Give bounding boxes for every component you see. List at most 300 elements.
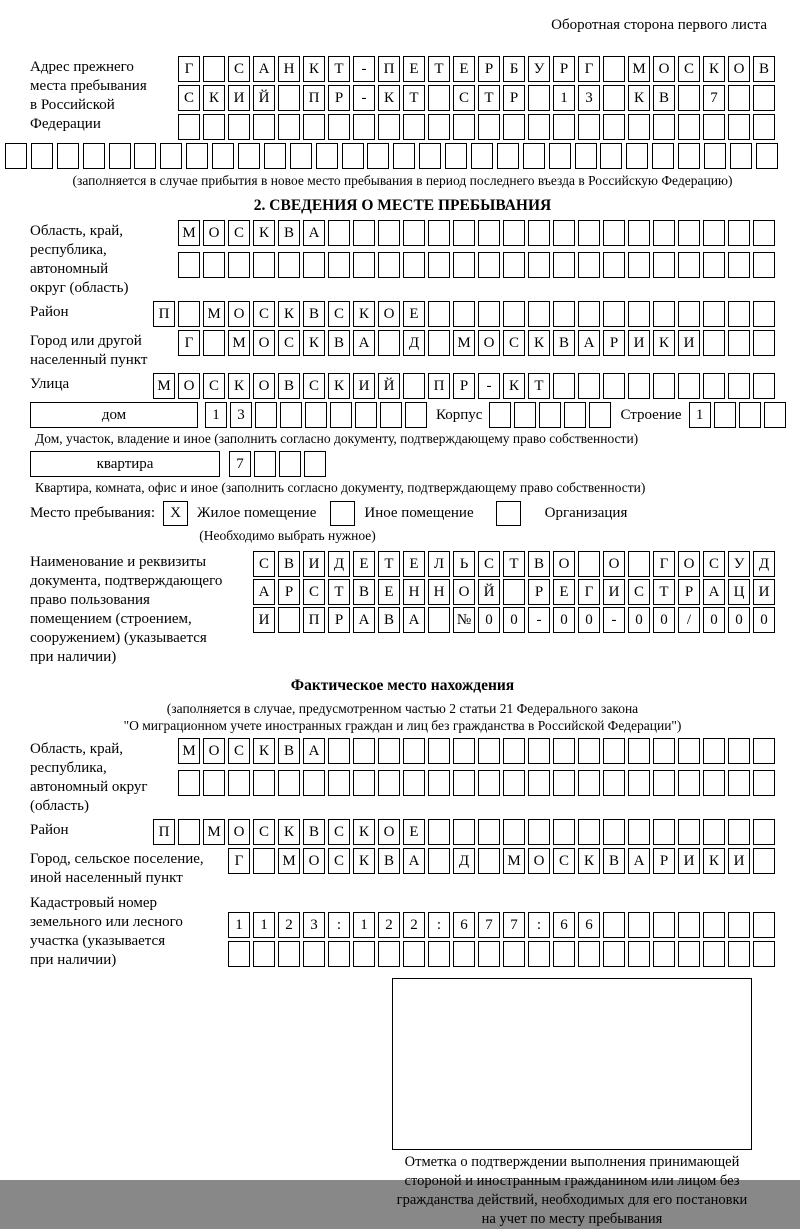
char-cell: Г xyxy=(653,551,675,577)
char-cell xyxy=(603,912,625,938)
char-cell xyxy=(5,143,27,169)
house-number-cells xyxy=(205,402,427,428)
apartment-type-box xyxy=(30,451,220,477)
char-cell: К xyxy=(528,330,550,356)
prev-address-row-4 xyxy=(5,143,778,169)
document-row-1 xyxy=(253,551,775,577)
char-cell xyxy=(553,941,575,967)
char-cell xyxy=(253,848,275,874)
char-cell: Т xyxy=(328,579,350,605)
char-cell xyxy=(278,114,300,140)
char-cell: С xyxy=(553,848,575,874)
street-label: Улица xyxy=(30,376,70,392)
char-cell: К xyxy=(203,85,225,111)
char-cell xyxy=(578,114,600,140)
char-cell: Т xyxy=(478,85,500,111)
label-line: Область, край, xyxy=(30,223,124,239)
char-cell xyxy=(653,373,675,399)
street-field xyxy=(30,373,775,399)
char-cell xyxy=(428,738,450,764)
char-cell xyxy=(403,738,425,764)
char-cell: Р xyxy=(553,56,575,82)
char-cell xyxy=(403,770,425,796)
char-cell: Т xyxy=(503,551,525,577)
char-cell xyxy=(342,143,364,169)
actual-location-title: Фактическое место нахождения xyxy=(290,677,515,694)
region-row-2 xyxy=(178,252,775,278)
char-cell xyxy=(628,114,650,140)
char-cell xyxy=(678,220,700,246)
actual-region-field xyxy=(30,738,775,816)
label-line: гражданства действий, необходимых для его постановки xyxy=(396,1192,748,1208)
char-cell: Н xyxy=(428,579,450,605)
char-cell: Б xyxy=(503,56,525,82)
confirmation-mark-box xyxy=(392,978,752,1150)
char-cell: Е xyxy=(553,579,575,605)
char-cell xyxy=(528,252,550,278)
char-cell xyxy=(728,912,750,938)
char-cell xyxy=(503,738,525,764)
char-cell xyxy=(528,941,550,967)
char-cell xyxy=(280,402,302,428)
char-cell xyxy=(703,770,725,796)
stay-option-other-checkbox xyxy=(330,501,355,526)
char-cell: С xyxy=(228,738,250,764)
char-cell: С xyxy=(703,551,725,577)
char-cell xyxy=(478,252,500,278)
char-cell xyxy=(134,143,156,169)
char-cell: Г xyxy=(178,330,200,356)
char-cell xyxy=(186,143,208,169)
char-cell xyxy=(728,301,750,327)
label-line: Кадастровый номер xyxy=(30,895,157,911)
char-cell: 7 xyxy=(703,85,725,111)
char-cell: С xyxy=(328,301,350,327)
char-cell: В xyxy=(303,301,325,327)
actual-city-row xyxy=(228,848,775,874)
char-cell: С xyxy=(628,579,650,605)
char-cell: К xyxy=(353,301,375,327)
char-cell: Д xyxy=(328,551,350,577)
prev-address-rows xyxy=(178,56,775,140)
apartment-cells xyxy=(229,451,326,477)
char-cell xyxy=(303,114,325,140)
char-cell: 0 xyxy=(553,607,575,633)
char-cell: Т xyxy=(403,85,425,111)
char-cell: Ь xyxy=(453,551,475,577)
char-cell xyxy=(753,114,775,140)
char-cell: Т xyxy=(378,551,400,577)
char-cell xyxy=(653,114,675,140)
char-cell: В xyxy=(278,220,300,246)
char-cell xyxy=(603,738,625,764)
char-cell xyxy=(652,143,674,169)
char-cell: В xyxy=(753,56,775,82)
char-cell: Р xyxy=(278,579,300,605)
char-cell xyxy=(303,941,325,967)
char-cell: - xyxy=(478,373,500,399)
char-cell: А xyxy=(403,607,425,633)
apartment-note: Квартира, комната, офис и иное (заполнить согласно документу, подтверждающему право собственности) xyxy=(35,480,646,495)
char-cell xyxy=(253,252,275,278)
stroenie-cells xyxy=(689,402,786,428)
label-line: иной населенный пункт xyxy=(30,870,183,886)
char-cell xyxy=(678,819,700,845)
char-cell: К xyxy=(578,848,600,874)
char-cell: - xyxy=(353,56,375,82)
char-cell xyxy=(203,114,225,140)
char-cell xyxy=(378,738,400,764)
char-cell xyxy=(528,220,550,246)
prev-address-row-2 xyxy=(178,85,775,111)
actual-city-label xyxy=(30,848,204,888)
char-cell: М xyxy=(203,301,225,327)
char-cell: О xyxy=(653,56,675,82)
char-cell: М xyxy=(278,848,300,874)
char-cell xyxy=(703,252,725,278)
char-cell xyxy=(238,143,260,169)
char-cell: И xyxy=(678,330,700,356)
char-cell: К xyxy=(353,848,375,874)
char-cell xyxy=(453,941,475,967)
char-cell: А xyxy=(403,848,425,874)
char-cell: В xyxy=(603,848,625,874)
char-cell xyxy=(253,941,275,967)
actual-district-row xyxy=(153,819,775,845)
confirmation-area xyxy=(377,978,767,1229)
char-cell: О xyxy=(253,373,275,399)
cadastral-label xyxy=(30,892,183,970)
char-cell xyxy=(730,143,752,169)
char-cell: Е xyxy=(403,56,425,82)
char-cell xyxy=(753,220,775,246)
char-cell: К xyxy=(653,330,675,356)
char-cell xyxy=(739,402,761,428)
char-cell xyxy=(703,220,725,246)
char-cell: М xyxy=(228,330,250,356)
char-cell: О xyxy=(603,551,625,577)
apartment-row xyxy=(30,451,797,477)
char-cell xyxy=(728,770,750,796)
char-cell: Р xyxy=(603,330,625,356)
char-cell xyxy=(428,85,450,111)
char-cell xyxy=(278,770,300,796)
char-cell xyxy=(678,738,700,764)
char-cell: 1 xyxy=(553,85,575,111)
char-cell: 0 xyxy=(578,607,600,633)
char-cell: В xyxy=(553,330,575,356)
char-cell: Г xyxy=(228,848,250,874)
cadastral-row-2 xyxy=(228,941,775,967)
char-cell xyxy=(428,220,450,246)
char-cell: А xyxy=(353,330,375,356)
house-row xyxy=(30,402,797,428)
char-cell: А xyxy=(253,56,275,82)
region-field xyxy=(30,220,775,298)
label-line: документа, подтверждающего xyxy=(30,573,223,589)
char-cell xyxy=(109,143,131,169)
char-cell: С xyxy=(178,85,200,111)
char-cell: В xyxy=(278,738,300,764)
document-field xyxy=(30,551,775,667)
char-cell: № xyxy=(453,607,475,633)
label-line: в Российской xyxy=(30,97,115,113)
char-cell xyxy=(278,941,300,967)
char-cell xyxy=(403,373,425,399)
char-cell: М xyxy=(628,56,650,82)
char-cell: Т xyxy=(328,56,350,82)
char-cell xyxy=(353,941,375,967)
char-cell: М xyxy=(203,819,225,845)
char-cell: 7 xyxy=(229,451,251,477)
char-cell xyxy=(428,819,450,845)
char-cell xyxy=(603,114,625,140)
char-cell: - xyxy=(603,607,625,633)
char-cell: / xyxy=(678,607,700,633)
char-cell xyxy=(478,114,500,140)
char-cell: И xyxy=(228,85,250,111)
house-type-label: дом xyxy=(101,406,127,423)
char-cell: Р xyxy=(653,848,675,874)
char-cell xyxy=(553,819,575,845)
char-cell: К xyxy=(278,819,300,845)
char-cell: Д xyxy=(453,848,475,874)
char-cell xyxy=(353,220,375,246)
char-cell xyxy=(428,252,450,278)
char-cell: С xyxy=(453,85,475,111)
char-cell: С xyxy=(328,848,350,874)
char-cell xyxy=(753,252,775,278)
char-cell xyxy=(628,819,650,845)
char-cell: 1 xyxy=(253,912,275,938)
char-cell xyxy=(403,941,425,967)
char-cell xyxy=(303,770,325,796)
char-cell: 1 xyxy=(689,402,711,428)
char-cell: 3 xyxy=(230,402,252,428)
char-cell: С xyxy=(228,220,250,246)
char-cell: Ц xyxy=(728,579,750,605)
char-cell xyxy=(528,114,550,140)
char-cell: К xyxy=(303,330,325,356)
label-line: республика, xyxy=(30,242,107,258)
char-cell: Т xyxy=(653,579,675,605)
actual-district-field xyxy=(30,819,775,845)
char-cell xyxy=(628,220,650,246)
char-cell: С xyxy=(228,56,250,82)
char-cell: М xyxy=(453,330,475,356)
char-cell xyxy=(578,301,600,327)
char-cell: В xyxy=(378,848,400,874)
char-cell xyxy=(378,330,400,356)
char-cell xyxy=(753,738,775,764)
char-cell: 0 xyxy=(503,607,525,633)
char-cell: У xyxy=(728,551,750,577)
char-cell: 7 xyxy=(503,912,525,938)
district-field xyxy=(30,301,775,327)
char-cell xyxy=(653,770,675,796)
char-cell: П xyxy=(153,301,175,327)
confirmation-mark-note xyxy=(377,1153,767,1229)
char-cell xyxy=(203,252,225,278)
char-cell xyxy=(228,770,250,796)
char-cell xyxy=(653,941,675,967)
char-cell: С xyxy=(203,373,225,399)
char-cell xyxy=(703,373,725,399)
city-row xyxy=(178,330,775,356)
char-cell xyxy=(478,819,500,845)
stay-option-organization-label: Организация xyxy=(544,505,628,521)
char-cell xyxy=(489,402,511,428)
char-cell: М xyxy=(153,373,175,399)
char-cell xyxy=(753,941,775,967)
char-cell xyxy=(178,819,200,845)
char-cell: 1 xyxy=(228,912,250,938)
char-cell xyxy=(678,770,700,796)
char-cell xyxy=(603,819,625,845)
char-cell xyxy=(704,143,726,169)
char-cell xyxy=(678,114,700,140)
char-cell xyxy=(303,252,325,278)
char-cell xyxy=(503,220,525,246)
char-cell xyxy=(703,301,725,327)
char-cell xyxy=(403,114,425,140)
char-cell: 0 xyxy=(703,607,725,633)
char-cell xyxy=(753,330,775,356)
char-cell xyxy=(353,770,375,796)
char-cell xyxy=(703,114,725,140)
char-cell: О xyxy=(378,819,400,845)
char-cell xyxy=(503,941,525,967)
char-cell: К xyxy=(353,819,375,845)
district-label: Район xyxy=(30,304,69,320)
char-cell xyxy=(403,220,425,246)
char-cell xyxy=(378,941,400,967)
stay-type-note: (Необходимо выбрать нужное) xyxy=(199,528,376,543)
char-cell xyxy=(328,114,350,140)
char-cell xyxy=(328,220,350,246)
char-cell: - xyxy=(353,85,375,111)
char-cell xyxy=(528,770,550,796)
char-cell: С xyxy=(678,56,700,82)
char-cell xyxy=(653,819,675,845)
char-cell xyxy=(380,402,402,428)
char-cell xyxy=(678,85,700,111)
char-cell: Е xyxy=(453,56,475,82)
char-cell xyxy=(753,301,775,327)
char-cell xyxy=(528,738,550,764)
apartment-type-label: квартира xyxy=(96,455,154,472)
char-cell: С xyxy=(303,373,325,399)
char-cell: Л xyxy=(428,551,450,577)
actual-region-row-2 xyxy=(178,770,775,796)
prev-address-field xyxy=(30,56,775,140)
char-cell xyxy=(753,819,775,845)
char-cell: К xyxy=(278,301,300,327)
char-cell xyxy=(553,220,575,246)
char-cell: 0 xyxy=(478,607,500,633)
char-cell xyxy=(378,114,400,140)
stay-type-row xyxy=(30,501,775,526)
char-cell: К xyxy=(253,220,275,246)
char-cell xyxy=(503,819,525,845)
char-cell: О xyxy=(528,848,550,874)
char-cell xyxy=(756,143,778,169)
char-cell xyxy=(353,738,375,764)
char-cell xyxy=(626,143,648,169)
cadastral-row-1 xyxy=(228,912,775,938)
char-cell: К xyxy=(628,85,650,111)
char-cell: В xyxy=(378,607,400,633)
prev-address-label xyxy=(30,56,147,134)
stay-option-organization-checkbox xyxy=(496,501,521,526)
char-cell xyxy=(178,770,200,796)
char-cell xyxy=(678,252,700,278)
char-cell: К xyxy=(328,373,350,399)
char-cell xyxy=(678,373,700,399)
char-cell xyxy=(178,252,200,278)
char-cell xyxy=(428,114,450,140)
char-cell: П xyxy=(378,56,400,82)
char-cell xyxy=(453,252,475,278)
char-cell: И xyxy=(603,579,625,605)
char-cell xyxy=(405,402,427,428)
char-cell: В xyxy=(278,551,300,577)
label-line: населенный пункт xyxy=(30,352,148,368)
char-cell: С xyxy=(503,330,525,356)
char-cell xyxy=(178,301,200,327)
char-cell: К xyxy=(503,373,525,399)
char-cell xyxy=(553,373,575,399)
char-cell: Й xyxy=(253,85,275,111)
char-cell: И xyxy=(728,848,750,874)
char-cell xyxy=(603,770,625,796)
char-cell xyxy=(428,848,450,874)
label-line: автономный xyxy=(30,261,109,277)
char-cell: Т xyxy=(428,56,450,82)
char-cell xyxy=(628,941,650,967)
house-note: Дом, участок, владение и иное (заполнить согласно документу, подтверждающему право собственности) xyxy=(35,431,639,446)
char-cell xyxy=(428,941,450,967)
document-rows xyxy=(253,551,775,635)
char-cell: Й xyxy=(378,373,400,399)
char-cell: М xyxy=(178,220,200,246)
char-cell xyxy=(728,738,750,764)
char-cell xyxy=(403,252,425,278)
char-cell: Г xyxy=(578,56,600,82)
prev-address-row-3 xyxy=(178,114,775,140)
char-cell xyxy=(253,114,275,140)
char-cell xyxy=(453,819,475,845)
char-cell xyxy=(353,114,375,140)
korpus-label: Корпус xyxy=(436,407,483,423)
stay-type-label: Место пребывания: xyxy=(30,505,155,521)
char-cell xyxy=(728,819,750,845)
region-label xyxy=(30,220,128,298)
label-line: республика, xyxy=(30,760,107,776)
char-cell xyxy=(378,220,400,246)
char-cell xyxy=(378,770,400,796)
char-cell xyxy=(228,941,250,967)
label-line: стороной и иностранным гражданином или лицом без xyxy=(404,1173,740,1189)
char-cell: С xyxy=(328,819,350,845)
char-cell xyxy=(575,143,597,169)
district-row xyxy=(153,301,775,327)
label-line: право пользования xyxy=(30,592,150,608)
char-cell: Е xyxy=(353,551,375,577)
char-cell: У xyxy=(528,56,550,82)
stay-option-residential-checkbox: X xyxy=(163,501,188,526)
char-cell xyxy=(703,330,725,356)
